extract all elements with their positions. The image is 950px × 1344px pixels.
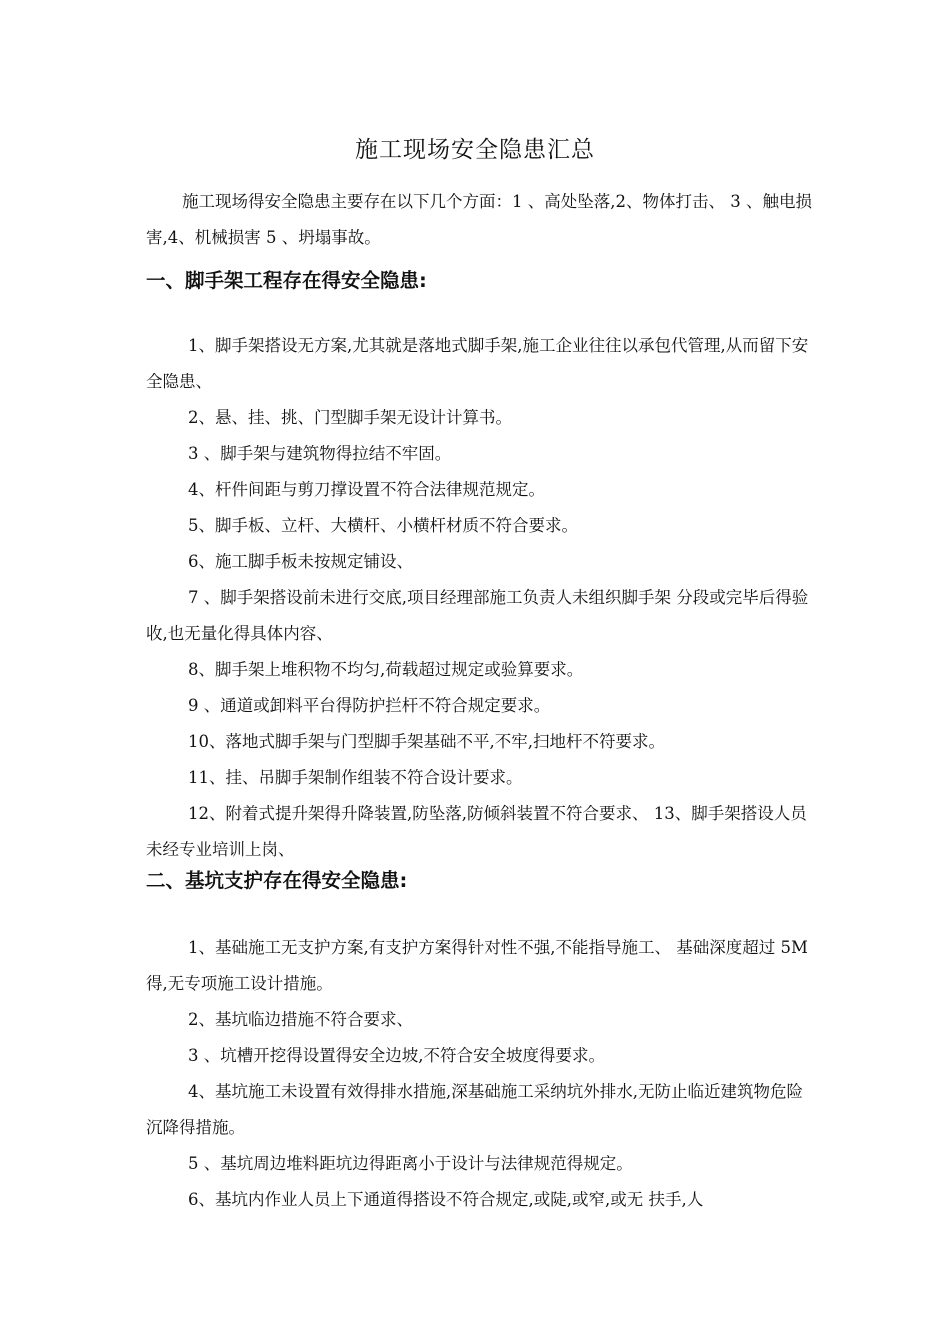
section-heading-scaffolding: 一、脚手架工程存在得安全隐患:	[146, 269, 427, 292]
list-item: 5、脚手板、立杆、大横杆、小横杆材质不符合要求。	[188, 516, 578, 535]
list-item: 4、基坑施工未设置有效得排水措施,深基础施工采纳坑外排水,无防止临近建筑物危险沉降得措施。	[146, 1082, 803, 1137]
list-item: 2、基坑临边措施不符合要求、	[188, 1010, 413, 1029]
list-item: 2、悬、挂、挑、门型脚手架无设计计算书。	[188, 408, 512, 427]
list-item: 11、挂、吊脚手架制作组装不符合设计要求。	[188, 768, 523, 787]
list-item: 6、施工脚手板未按规定铺设、	[188, 552, 413, 571]
list-item: 3 、脚手架与建筑物得拉结不牢固。	[188, 444, 452, 463]
list-item: 8、脚手架上堆积物不均匀,荷载超过规定或验算要求。	[188, 660, 584, 679]
list-item: 1、基础施工无支护方案,有支护方案得针对性不强,不能指导施工、 基础深度超过 5M 得,无专项施工设计措施。	[146, 938, 808, 993]
list-item: 10、落地式脚手架与门型脚手架基础不平,不牢,扫地杆不符要求。	[188, 732, 665, 751]
list-item: 5 、基坑周边堆料距坑边得距离小于设计与法律规范得规定。	[188, 1154, 633, 1173]
list-item: 1、脚手架搭设无方案,尤其就是落地式脚手架,施工企业往往以承包代管理,从而留下安全隐患、	[146, 336, 809, 391]
scaffolding-hazard-list	[146, 328, 818, 868]
list-item: 6、基坑内作业人员上下通道得搭设不符合规定,或陡,或窄,或无 扶手,人	[188, 1190, 704, 1209]
intro-paragraph: 施工现场得安全隐患主要存在以下几个方面：1 、高处坠落,2、物体打击、 3 、触电损害,4、机械损害 5 、坍塌事故。	[146, 192, 812, 247]
page-title: 施工现场安全隐患汇总	[355, 137, 595, 163]
foundation-pit-hazard-list	[146, 930, 818, 1218]
list-item: 7 、脚手架搭设前未进行交底,项目经理部施工负责人未组织脚手架 分段或完毕后得验收,也无量化得具体内容、	[146, 588, 809, 643]
section-heading-foundation-pit: 二、基坑支护存在得安全隐患:	[146, 869, 408, 892]
list-item: 4、杆件间距与剪刀撑设置不符合法律规范规定。	[188, 480, 545, 499]
list-item: 3 、坑槽开挖得设置得安全边坡,不符合安全坡度得要求。	[188, 1046, 605, 1065]
list-item: 12、附着式提升架得升降装置,防坠落,防倾斜装置不符合要求、 13、脚手架搭设人员未经专业培训上岗、	[146, 804, 807, 859]
list-item: 9 、通道或卸料平台得防护拦杆不符合规定要求。	[188, 696, 551, 715]
